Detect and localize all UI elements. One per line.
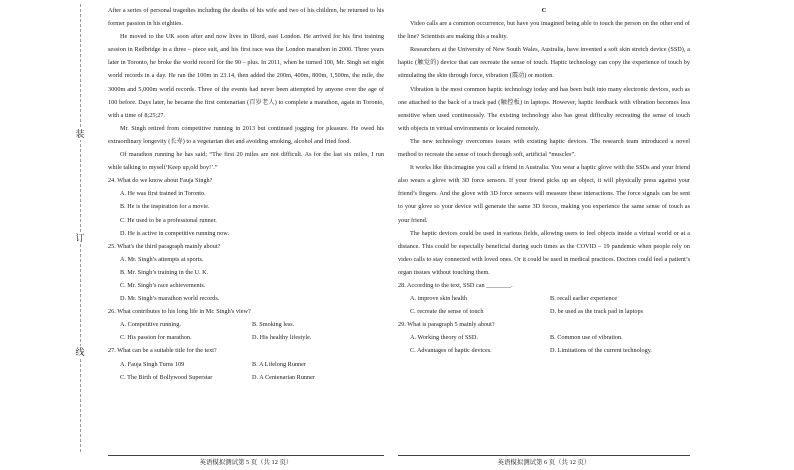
option: C. recreate the sense of touch [410, 308, 484, 316]
option-row [108, 318, 384, 331]
passage-paragraph: Researchers at the University of New South Wales, Australia, have invented a soft skin stretch device (SSD), a haptic (触觉的) device that can recreate the sense of touch. Haptic technology can copy the experience of touch by stimulating the skin through force, vibration (震动) or motion. [398, 46, 690, 80]
option-row [398, 331, 690, 344]
option: B. Smoking less. [252, 321, 295, 329]
option-row [108, 358, 384, 371]
question-25: 25. What's the third paragraph mainly about? [108, 242, 221, 250]
section-heading: C [541, 7, 547, 14]
option: C. His passion for marathon. [120, 334, 192, 342]
page-footer-right: 英语模拟测试第 6 页（共 12 页） [398, 455, 690, 469]
passage-paragraph: After a series of personal tragedies including the deaths of his wife and two of his children, he returned to his former passion in his eighties. [108, 7, 384, 28]
option: D. Limitations of the current technology. [550, 347, 652, 355]
gutter-mark-top: 装 [73, 128, 87, 140]
page-footer-left: 英语模拟测试第 5 页（共 12 页） [108, 455, 384, 469]
option: B. Mr. Singh’s training in the U. K. [120, 268, 209, 276]
passage-paragraph: Mr. Singh retired from competitive running in 2013 but continued jogging for pleasure. He owed his extraordinary longevity (长寿) to a vegetarian diet and avoiding smoking, alcohol and fried food. [108, 124, 384, 145]
option: A. Fauja Singh Turns 109 [120, 360, 185, 368]
passage-paragraph: He moved to the UK soon after and now lives in Ilford, east London. He arrived for his first training session in Redbridge in a three – piece suit, and his first race was the London marathon in 2000. Three years later in Toronto, he broke the world record for the 90 – plus. In 2011, when he turned 100, Mr. Singh set eight world records in a day. He ran the 100m in 23.14, then added the 200m, 400m, 800m, 1,500m, the mile, the 3000m and 5,000m world records. Three of the events had never been attempted by anyone over the age of 100 before. Days later, he became the first centenarian (百岁老人) to complete a marathon, again in Toronto, with a time of 8;25;27. [108, 33, 384, 119]
question-28: 28. According to the text, SSD can ________. [398, 281, 513, 289]
passage-paragraph: Of marathon running he has said; “The first 20 miles are not difficult. As for the last six miles, I run while talking to myself‘Keep up,old boy!’.” [108, 151, 384, 172]
option: C. The Birth of Bollywood Superstar [120, 373, 213, 381]
option: D. A Centenarian Runner [252, 373, 316, 381]
question-27: 27. What can be a suitable title for the text? [108, 347, 217, 355]
option: B. Common use of vibration. [550, 334, 623, 342]
passage-paragraph: The new technology overcomes issues with existing haptic devices. The research team introduced a novel method to recreate the sense of touch through soft, artificial “muscles”. [398, 137, 690, 159]
option: B. A Lifelong Runner [252, 360, 307, 368]
option: D. be used as the track pad in laptops [550, 308, 644, 316]
question-29: 29. What is paragraph 5 mainly about? [398, 321, 495, 329]
option: A. He was first trained in Toronto. [120, 190, 206, 198]
binding-gutter [0, 0, 100, 470]
gutter-mark-bottom: 线 [73, 346, 87, 358]
option-row [108, 331, 384, 344]
option: D. His healthy lifestyle. [252, 334, 312, 342]
left-column [108, 4, 384, 384]
option: A. improve skin health [410, 295, 468, 303]
option: C. He used to be a professional runner. [120, 216, 217, 224]
binding-line [80, 4, 81, 452]
passage-paragraph: It works like this:imagine you call a friend in Australia. You wear a haptic glove with the SSDs and your friend also wears a glove with 3D force sensors. If your friend picks up an object, it will physically press against your friend’s fingers. And the glove with 3D force sensors will measure these interactions. The force signals can be sent to your glove so your device will generate the same 3D forces, making you experience the same sense of touch as your friend. [398, 164, 690, 224]
option: D. He is active in competitive running now. [120, 229, 229, 237]
option-row [398, 292, 690, 305]
passage-paragraph: Video calls are a common occurrence, but have you imagined being able to touch the person on the other end of the line? Scientists are making this a reality. [398, 20, 690, 41]
gutter-mark-middle: 订 [73, 232, 87, 244]
option-row [398, 344, 690, 357]
right-column [398, 4, 690, 358]
option: C. Mr. Singh’s race achievements. [120, 281, 206, 289]
option: B. recall earlier experience [550, 295, 618, 303]
option: C. Advantages of haptic devices. [410, 347, 492, 355]
option-row [108, 371, 384, 384]
question-26: 26. What contributes to his long life in Mr. Singh's view? [108, 308, 251, 316]
option: D. Mr. Singh’s marathon world records. [120, 295, 220, 303]
option: A. Competitive running. [120, 321, 181, 329]
question-24: 24. What do we know about Fauja Singh? [108, 177, 213, 185]
option: A. Working theory of SSD. [410, 334, 478, 342]
passage-paragraph: Vibration is the most common haptic technology today and has been built into many electronic devices, such as one attached to the back of a track pad (触控板) in laptops. However, haptic feedback with vibration becomes less sensitive when used continuously. The existing technology also has great difficulty recreating the sense of touch with objects in virtual environments or located remotely. [398, 85, 690, 132]
option: B. He is the inspiration for a movie. [120, 203, 210, 211]
option: A. Mr. Singh’s attempts at sports. [120, 255, 204, 263]
option-row [398, 305, 690, 318]
passage-paragraph: The haptic devices could be used in various fields, allowing users to feel objects inside a virtual world or at a distance. This could be especially beneficial during such times as the COVID – 19 pandemic when people rely on video calls to stay connected with loved ones. Or it could be used in medical practices. Doctors could feel a patient’s organ tissues without touching them. [398, 229, 690, 276]
